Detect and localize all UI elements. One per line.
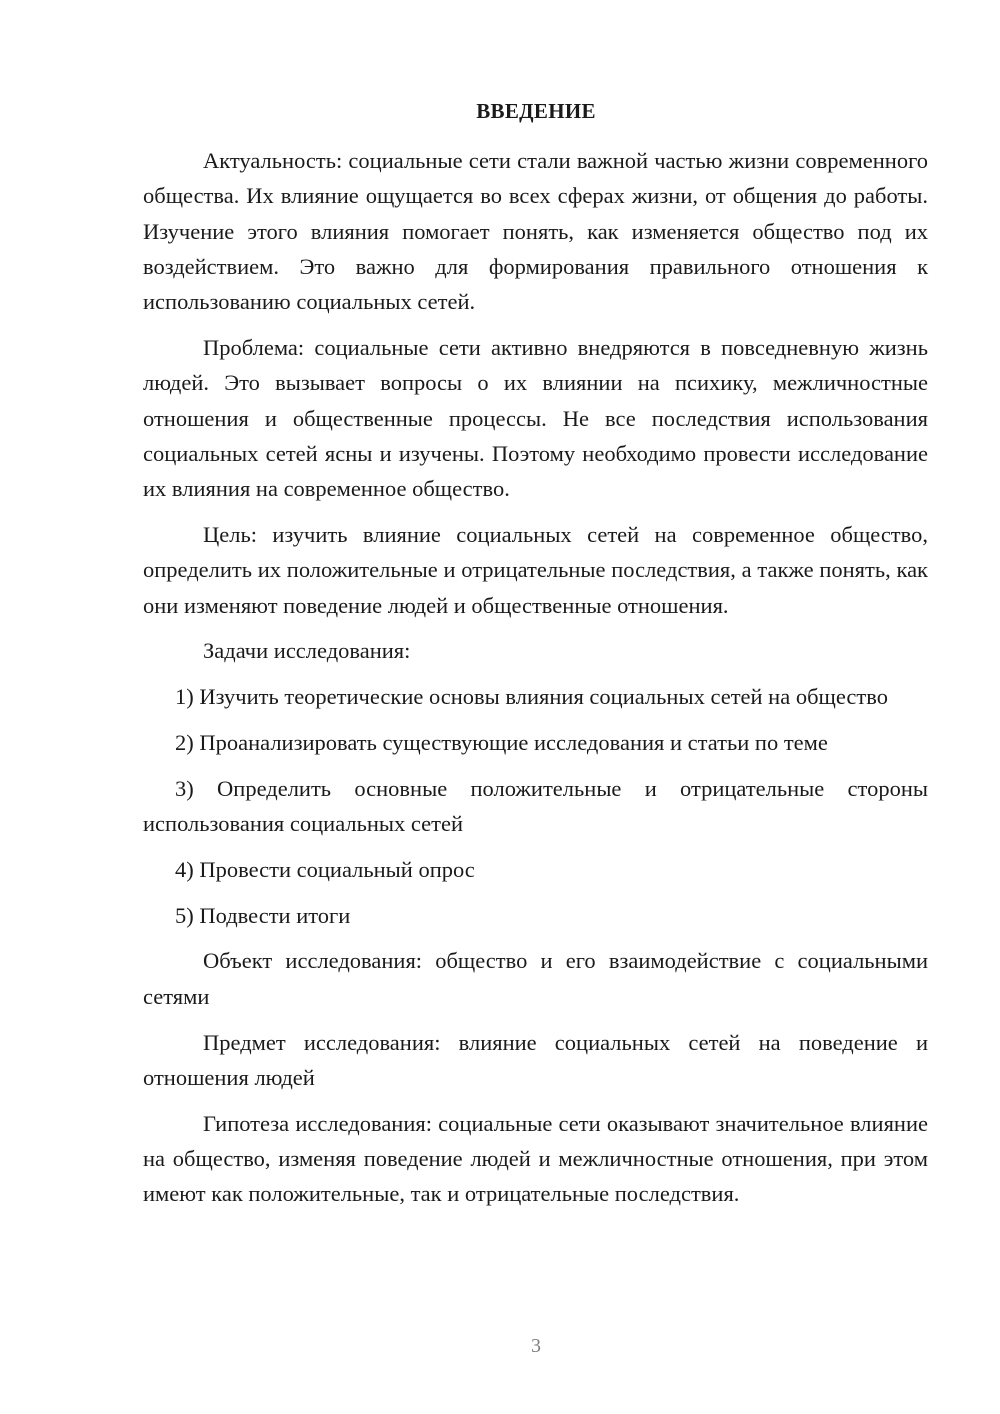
hypothesis-paragraph: Гипотеза исследования: социальные сети оказывают значительное влияние на общество, изменяя поведение людей и межличностные отношения, при этом имеют как положительные, так и отрицательные последствия.: [143, 1110, 928, 1207]
task-item: 5) Подвести итоги: [175, 902, 351, 928]
relevance-paragraph: Актуальность: социальные сети стали важной частью жизни современного общества. Их влияние ощущается во всех сферах жизни, от общения до работы. Изучение этого влияния помогает понять, как изменяется общество под их воздействием. Это важно для формирования правильного отношения к использованию социальных сетей.: [143, 148, 928, 315]
task-item: 3) Определить основные положительные и отрицательные стороны использования социальных сетей: [143, 775, 928, 837]
problem-paragraph: Проблема: социальные сети активно внедряются в повседневную жизнь людей. Это вызывает вопросы о их влиянии на психику, межличностные отношения и общественные процессы. Не все последствия использования социальных сетей ясны и изучены. Поэтому необходимо провести исследование их влияния на современное общество.: [143, 334, 928, 502]
subject-paragraph: Предмет исследования: влияние социальных сетей на поведение и отношения людей: [143, 1029, 928, 1090]
object-paragraph: Объект исследования: общество и его взаимодействие с социальными сетями: [143, 948, 928, 1009]
document-body: [143, 143, 928, 1222]
task-item: 1) Изучить теоретические основы влияния социальных сетей на общество: [175, 684, 888, 710]
tasks-heading: Задачи исследования:: [203, 638, 411, 664]
page-number: 3: [531, 1335, 541, 1357]
goal-paragraph: Цель: изучить влияние социальных сетей на современное общество, определить их положительные и отрицательные последствия, а также понять, как они изменяют поведение людей и общественные отношения.: [143, 521, 928, 618]
task-item: 4) Провести социальный опрос: [175, 856, 475, 882]
task-item: 2) Проанализировать существующие исследования и статьи по теме: [175, 729, 828, 755]
page-title: ВВЕДЕНИЕ: [476, 99, 596, 123]
